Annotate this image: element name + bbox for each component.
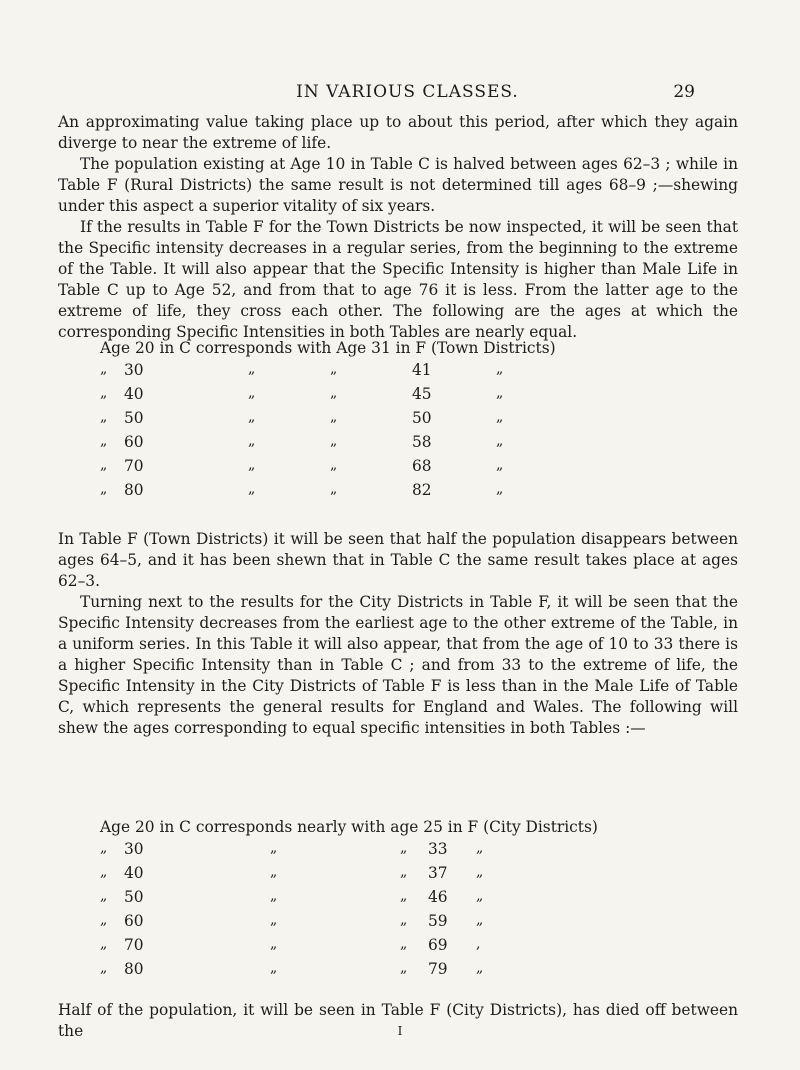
table-row	[0, 936, 800, 958]
ditto-mark: „	[270, 888, 278, 904]
age-c-value: 50	[124, 888, 144, 906]
age-c-value: 50	[124, 409, 144, 427]
table-row	[0, 888, 800, 910]
table-row	[0, 840, 800, 862]
ditto-mark: „	[400, 888, 408, 904]
ditto-mark: „	[270, 936, 278, 952]
age-f-value: 58	[412, 433, 432, 451]
page-header	[120, 82, 695, 106]
age-f-value: 68	[412, 457, 432, 475]
age-f-value: 50	[412, 409, 432, 427]
table-row	[0, 339, 800, 361]
ditto-mark: „	[400, 864, 408, 880]
ditto-mark: „	[270, 864, 278, 880]
table-lead-text: Age 20 in C corresponds nearly with age 25 in F (City Districts)	[100, 818, 598, 836]
age-f-value: 69	[428, 936, 448, 954]
age-c-value: 60	[124, 912, 144, 930]
ditto-mark: „	[100, 457, 108, 473]
ditto-mark: „	[100, 912, 108, 928]
age-c-value: 70	[124, 936, 144, 954]
running-title: IN VARIOUS CLASSES.	[296, 82, 519, 102]
table-row	[0, 818, 800, 840]
page-number: 29	[673, 82, 695, 102]
ditto-mark: „	[248, 361, 256, 377]
ditto-mark: „	[400, 912, 408, 928]
ditto-mark: „	[330, 457, 338, 473]
age-f-value: 33	[428, 840, 448, 858]
ditto-mark: „	[100, 481, 108, 497]
ditto-mark: „	[330, 481, 338, 497]
ditto-mark: „	[496, 361, 504, 377]
table-row	[0, 385, 800, 407]
age-f-value: 79	[428, 960, 448, 978]
age-f-value: 82	[412, 481, 432, 499]
ditto-mark: „	[330, 433, 338, 449]
ditto-mark: „	[496, 481, 504, 497]
ditto-mark: „	[496, 433, 504, 449]
ditto-mark: „	[476, 912, 484, 928]
ditto-mark: „	[400, 936, 408, 952]
ditto-mark: „	[100, 409, 108, 425]
ditto-mark: „	[270, 840, 278, 856]
age-f-value: 41	[412, 361, 432, 379]
ditto-mark: „	[248, 385, 256, 401]
table-row	[0, 361, 800, 383]
ditto-mark: „	[330, 361, 338, 377]
age-c-value: 40	[124, 864, 144, 882]
paragraph: In Table F (Town Districts) it will be seen that half the population disappears between ages 64–5, and it has been shewn that in Table C the same result takes place at ages 62–3.	[58, 530, 738, 590]
ditto-mark: „	[100, 960, 108, 976]
ditto-mark: „	[100, 433, 108, 449]
ditto-mark: ,	[476, 936, 481, 952]
table-row	[0, 912, 800, 934]
ditto-mark: „	[100, 936, 108, 952]
ditto-mark: „	[248, 409, 256, 425]
age-c-value: 30	[124, 840, 144, 858]
ditto-mark: „	[100, 361, 108, 377]
ditto-mark: „	[400, 960, 408, 976]
ditto-mark: „	[248, 433, 256, 449]
age-f-value: 37	[428, 864, 448, 882]
table-lead-text: Age 20 in C corresponds with Age 31 in F (Town Districts)	[100, 339, 556, 357]
body-section-1	[58, 112, 738, 343]
ditto-mark: „	[476, 840, 484, 856]
table-row	[0, 864, 800, 886]
ditto-mark: „	[270, 960, 278, 976]
ditto-mark: „	[100, 888, 108, 904]
ditto-mark: „	[248, 481, 256, 497]
ditto-mark: „	[330, 385, 338, 401]
age-c-value: 30	[124, 361, 144, 379]
paragraph: Turning next to the results for the City Districts in Table F, it will be seen that the Specific Intensity decreases from the earliest age to the other extreme of the Table, in a uniform series. In this Table it will also appear, that from the age of 10 to 33 there is a higher Specific Intensity than in Table C ; and from 33 to the extreme of life, the Specific Intensity in the City Districts of Table F is less than in the Male Life of Table C, which represents the general results for England and Wales. The following will shew the ages corresponding to equal specific intensities in both Tables :—	[58, 593, 738, 737]
age-f-value: 45	[412, 385, 432, 403]
ditto-mark: „	[248, 457, 256, 473]
paragraph: If the results in Table F for the Town Districts be now inspected, it will be seen that the Specific intensity decreases in a regular series, from the beginning to the extreme of the Table. It will also appear that the Specific Intensity is higher than Male Life in Table C up to Age 52, and from that to age 76 it is less. From the latter age to the extreme of life, they cross each other. The following are the ages at which the corresponding Specific Intensities in both Tables are nearly equal.	[58, 218, 738, 341]
age-c-value: 70	[124, 457, 144, 475]
table-row	[0, 481, 800, 503]
ditto-mark: „	[496, 457, 504, 473]
ditto-mark: „	[476, 864, 484, 880]
ditto-mark: „	[270, 912, 278, 928]
age-c-value: 40	[124, 385, 144, 403]
signature-mark: I	[397, 1024, 403, 1038]
table-row	[0, 433, 800, 455]
age-c-value: 80	[124, 481, 144, 499]
ditto-mark: „	[100, 864, 108, 880]
ditto-mark: „	[496, 409, 504, 425]
ditto-mark: „	[100, 840, 108, 856]
table-row	[0, 960, 800, 982]
ditto-mark: „	[330, 409, 338, 425]
age-c-value: 80	[124, 960, 144, 978]
paragraph: An approximating value taking place up to about this period, after which they again diverge to near the extreme of life.	[58, 113, 738, 152]
age-f-value: 46	[428, 888, 448, 906]
ditto-mark: „	[400, 840, 408, 856]
table-row	[0, 457, 800, 479]
ditto-mark: „	[476, 960, 484, 976]
ditto-mark: „	[476, 888, 484, 904]
paragraph: The population existing at Age 10 in Table C is halved between ages 62–3 ; while in Table F (Rural Districts) the same result is not determined till ages 68–9 ;—shewing under this aspect a superior vitality of six years.	[58, 155, 738, 215]
ditto-mark: „	[496, 385, 504, 401]
age-c-value: 60	[124, 433, 144, 451]
body-section-2	[58, 529, 738, 739]
ditto-mark: „	[100, 385, 108, 401]
paragraph: Half of the population, it will be seen in Table F (City Districts), has died off between the	[58, 1001, 738, 1040]
age-f-value: 59	[428, 912, 448, 930]
table-row	[0, 409, 800, 431]
